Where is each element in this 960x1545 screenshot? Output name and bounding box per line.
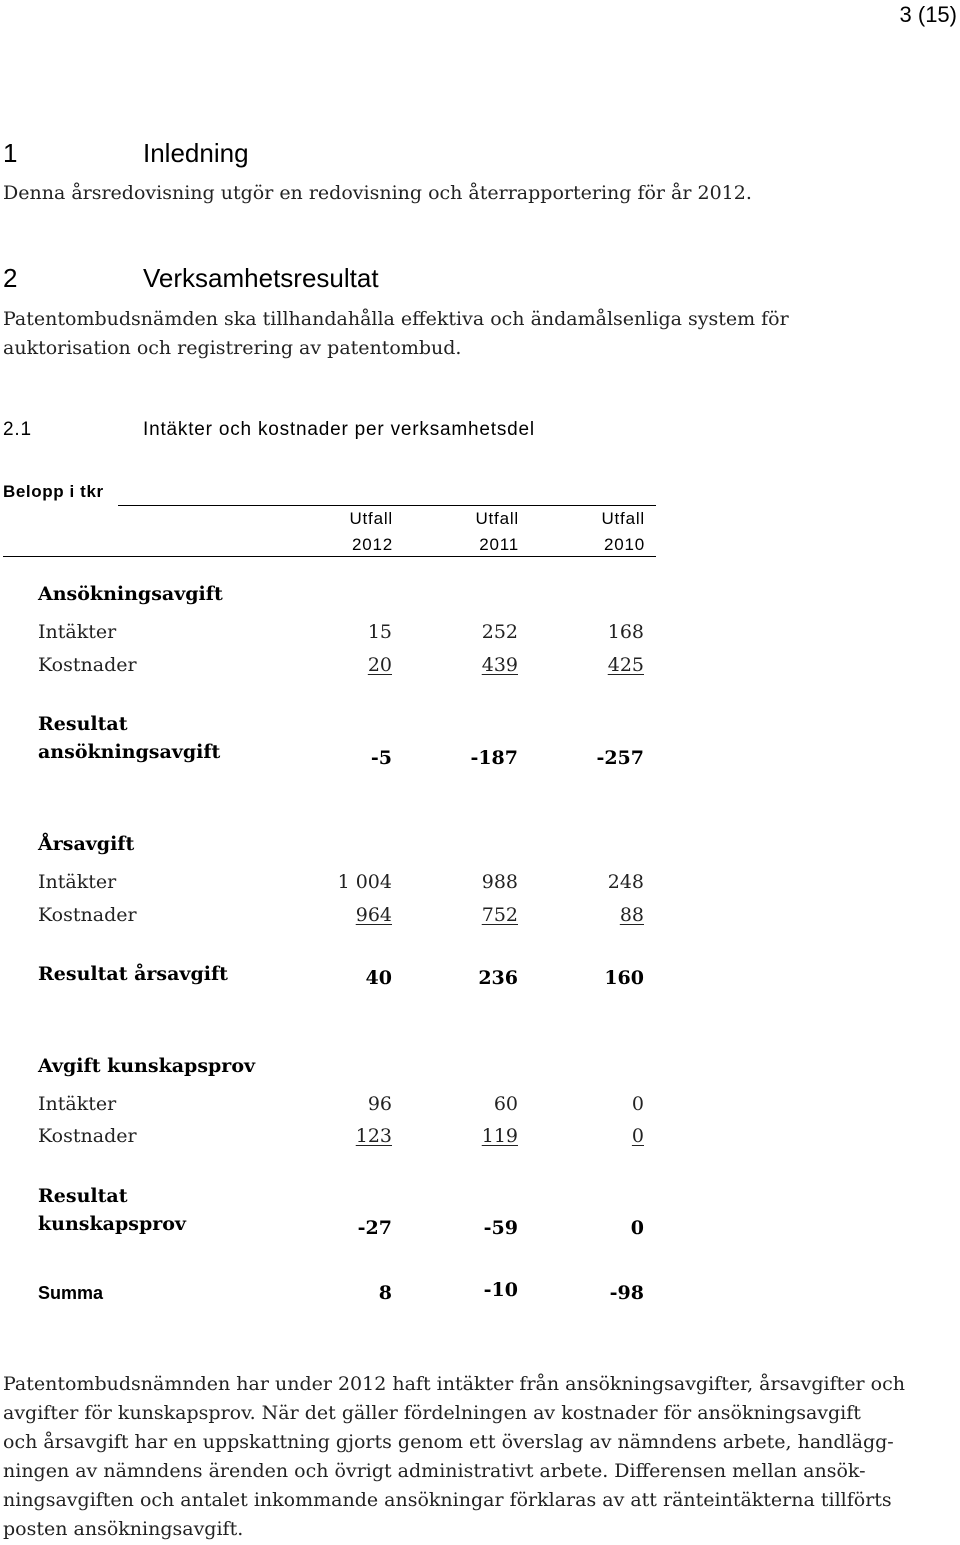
section-1-text: Denna årsredovisning utgör en redovisning och återrapportering för år 2012. <box>3 182 752 204</box>
section-2-title: Verksamhetsresultat <box>143 263 379 293</box>
total-value: 8 <box>378 1282 392 1304</box>
section-2-1-heading <box>3 419 703 445</box>
column-header-label: Utfall <box>475 509 519 528</box>
row-label-kostnader: Kostnader <box>38 904 137 926</box>
closing-paragraph-line-4: ningen av nämndens ärenden och övrigt administrativt arbete. Differensen mellan ansök- <box>3 1460 866 1482</box>
cell-value <box>544 904 644 926</box>
row-label-intakter: Intäkter <box>38 1093 117 1115</box>
result-value: 236 <box>478 967 518 989</box>
result-value: -5 <box>370 747 392 769</box>
page-number: 3 (15) <box>899 2 957 27</box>
cell-value <box>292 1125 392 1147</box>
row-label-intakter: Intäkter <box>38 621 117 643</box>
closing-paragraph-line-5: ningsavgiften och antalet inkommande ansökningar förklaras av att ränteintäkterna tillförts <box>3 1489 892 1511</box>
column-header-year: 2011 <box>479 535 519 554</box>
cell-value: 168 <box>607 621 644 643</box>
group-title-ansokningsavgift: Ansökningsavgift <box>38 583 223 605</box>
cell-value <box>292 654 392 676</box>
closing-paragraph-line-2: avgifter för kunskapsprov. När det gäller fördelningen av kostnader för ansökningsavgift <box>3 1402 861 1424</box>
result-label-kunskapsprov <box>38 1182 186 1238</box>
cell-value-text: 0 <box>631 1125 644 1147</box>
result-label-line-1: Resultat <box>38 1185 128 1207</box>
cell-value: 1 004 <box>337 871 392 893</box>
column-header-2010 <box>555 506 645 558</box>
result-label-arsavgift <box>38 960 228 988</box>
column-header-2012 <box>303 506 393 558</box>
section-2-number: 2 <box>3 263 18 293</box>
cell-value-text: 964 <box>355 904 392 926</box>
section-1-heading <box>3 138 603 172</box>
cell-value <box>544 1125 644 1147</box>
cell-value: 988 <box>481 871 518 893</box>
column-header-label: Utfall <box>601 509 645 528</box>
result-value: -187 <box>470 747 518 769</box>
column-header-year: 2012 <box>351 535 393 554</box>
closing-paragraph-line-6: posten ansökningsavgift. <box>3 1518 244 1540</box>
group-title-arsavgift: Årsavgift <box>38 833 135 855</box>
cell-value: 252 <box>481 621 518 643</box>
row-label-kostnader: Kostnader <box>38 1125 137 1147</box>
table-header-rule <box>3 556 656 557</box>
cell-value: 0 <box>631 1093 644 1115</box>
cell-value <box>418 1125 518 1147</box>
result-label-ansokningsavgift <box>38 710 220 766</box>
column-header-label: Utfall <box>349 509 393 528</box>
result-label-line-1: Resultat årsavgift <box>38 963 228 985</box>
group-title-avgift-kunskapsprov: Avgift kunskapsprov <box>38 1055 256 1077</box>
cell-value-text: 752 <box>481 904 518 926</box>
section-1-number: 1 <box>3 138 18 168</box>
closing-paragraph-line-1: Patentombudsnämnden har under 2012 haft intäkter från ansökningsavgifter, årsavgifter och <box>3 1373 905 1395</box>
section-2-heading <box>3 263 603 297</box>
row-label-intakter: Intäkter <box>38 871 117 893</box>
result-label-line-2: ansökningsavgift <box>38 741 221 763</box>
cell-value <box>544 654 644 676</box>
table-unit-label: Belopp i tkr <box>3 482 104 501</box>
column-header-2011 <box>429 506 519 558</box>
result-value: 40 <box>365 967 392 989</box>
result-value: -27 <box>357 1217 392 1239</box>
cell-value-text: 425 <box>607 654 644 676</box>
total-value: -98 <box>609 1282 644 1304</box>
result-label-line-2: kunskapsprov <box>38 1213 186 1235</box>
cell-value: 60 <box>493 1093 518 1115</box>
cell-value: 248 <box>607 871 644 893</box>
section-2-text-line-2: auktorisation och registrering av patentombud. <box>3 337 462 359</box>
total-value: -10 <box>483 1279 518 1301</box>
section-2-1-number: 2.1 <box>3 419 32 440</box>
result-value: -59 <box>483 1217 518 1239</box>
cell-value-text: 439 <box>481 654 518 676</box>
cell-value: 96 <box>367 1093 392 1115</box>
cell-value <box>292 904 392 926</box>
result-value: 160 <box>604 967 644 989</box>
section-2-1-title: Intäkter och kostnader per verksamhetsdel <box>143 419 535 440</box>
row-label-kostnader: Kostnader <box>38 654 137 676</box>
section-1-title: Inledning <box>143 138 249 168</box>
cell-value <box>418 654 518 676</box>
result-label-line-1: Resultat <box>38 713 128 735</box>
cell-value-text: 119 <box>481 1125 518 1147</box>
section-2-text-line-1: Patentombudsnämden ska tillhandahålla effektiva och ändamålsenliga system för <box>3 308 789 330</box>
result-value: -257 <box>596 747 644 769</box>
cell-value: 15 <box>367 621 392 643</box>
cell-value-text: 123 <box>355 1125 392 1147</box>
result-value: 0 <box>630 1217 644 1239</box>
cell-value-text: 20 <box>367 654 392 676</box>
cell-value <box>418 904 518 926</box>
total-label: Summa <box>38 1283 104 1303</box>
cell-value-text: 88 <box>619 904 644 926</box>
closing-paragraph-line-3: och årsavgift har en uppskattning gjorts genom ett överslag av nämndens arbete, handlägg- <box>3 1431 894 1453</box>
column-header-year: 2010 <box>603 535 645 554</box>
